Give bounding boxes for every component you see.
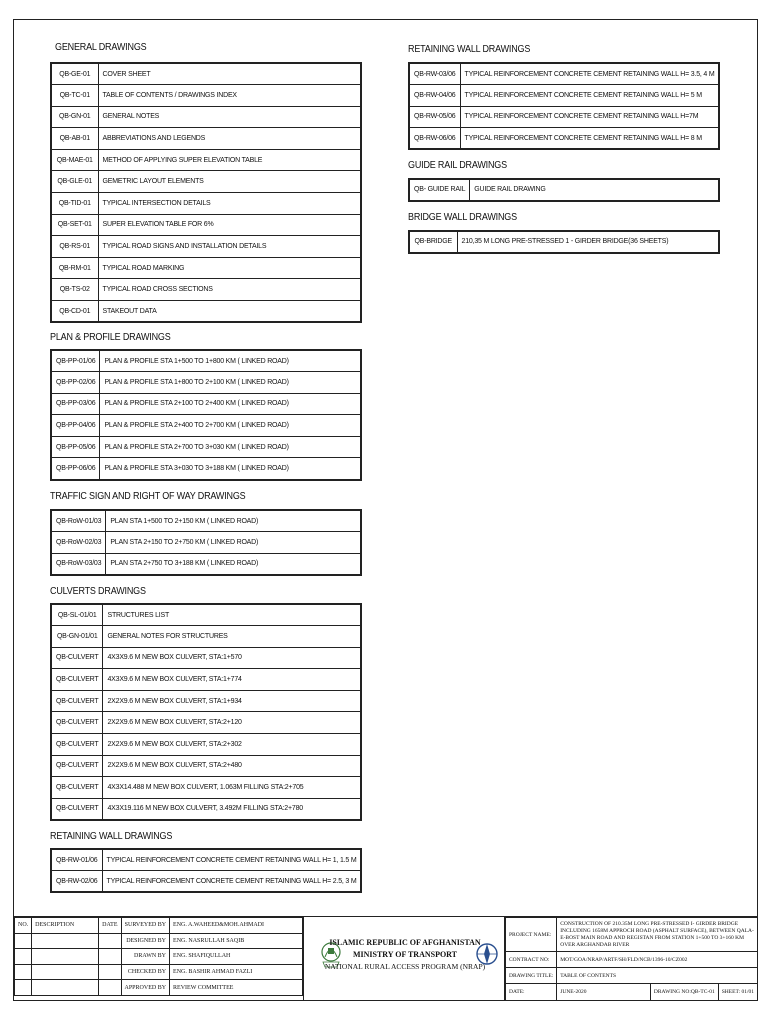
- drawing-code: QB-BRIDGE: [409, 231, 457, 253]
- drawing-code: QB-CULVERT: [51, 777, 103, 799]
- signoff-name: REVIEW COMMITTEE: [170, 980, 303, 996]
- revision-table: [14, 917, 303, 996]
- drawing-description: 2X2X9.6 M NEW BOX CULVERT, STA:1+934: [103, 690, 361, 712]
- rev-date: [99, 949, 121, 965]
- retaining-wall-table-left: [50, 848, 362, 893]
- table-row: [51, 777, 361, 799]
- date-value: JUNE-2020: [557, 984, 651, 1001]
- table-row: [409, 231, 719, 253]
- table-row: [51, 171, 361, 193]
- signoff-role: DESIGNED BY: [121, 933, 170, 949]
- drawing-code: QB-RoW-01/03: [51, 510, 106, 532]
- plan-profile-table: [50, 349, 362, 481]
- rev-no: [15, 964, 32, 980]
- signoff-name: ENG. NASRULLAH SAQIB: [170, 933, 303, 949]
- signoff-role: CHECKED BY: [121, 964, 170, 980]
- signoff-row: [15, 964, 303, 980]
- drawing-description: GENERAL NOTES: [98, 106, 361, 128]
- rev-no: [15, 980, 32, 996]
- drawing-description: PLAN & PROFILE STA 2+400 TO 2+700 KM ( LINKED ROAD): [100, 415, 361, 437]
- table-row: [51, 626, 361, 648]
- signoff-role: APPROVED BY: [121, 980, 170, 996]
- drawing-description: TYPICAL INTERSECTION DETAILS: [98, 193, 361, 215]
- drawing-code: QB-PP-06/06: [51, 458, 100, 480]
- section-title-guide-rail: GUIDE RAIL DRAWINGS: [408, 160, 507, 171]
- drawing-description: GUIDE RAIL DRAWING: [470, 179, 719, 201]
- drawing-code: QB-PP-02/06: [51, 372, 100, 394]
- drawing-description: 2X2X9.6 M NEW BOX CULVERT, STA:2+302: [103, 734, 361, 756]
- rev-no: NO.: [15, 918, 32, 934]
- drawing-description: TYPICAL REINFORCEMENT CONCRETE CEMENT RETAINING WALL H= 2.5, 3 M: [102, 871, 361, 893]
- drawing-code: QB-CULVERT: [51, 690, 103, 712]
- signoff-row: [15, 980, 303, 996]
- drawing-code: QB-RW-01/06: [51, 849, 102, 871]
- drawing-description: TYPICAL REINFORCEMENT CONCRETE CEMENT RETAINING WALL H= 5 M: [460, 85, 719, 107]
- signoff-name: ENG. SHAFIQULLAH: [170, 949, 303, 965]
- drawing-code: QB-TS-02: [51, 279, 98, 301]
- rev-description: [32, 933, 99, 949]
- table-row: [51, 149, 361, 171]
- drawing-description: GENERAL NOTES FOR STRUCTURES: [103, 626, 361, 648]
- table-row: [409, 179, 719, 201]
- drawing-code: QB-SL-01/01: [51, 604, 103, 626]
- drawing-code: QB-RW-04/06: [409, 85, 460, 107]
- table-row: [51, 436, 361, 458]
- table-row: [409, 63, 719, 85]
- drawing-description: STRUCTURES LIST: [103, 604, 361, 626]
- table-row: [51, 755, 361, 777]
- table-row: [51, 510, 361, 532]
- table-row: [51, 214, 361, 236]
- org-program: NATIONAL RURAL ACCESS PROGRAM (NRAP): [324, 962, 486, 971]
- drawing-description: PLAN STA 2+750 TO 3+188 KM ( LINKED ROAD): [106, 553, 361, 575]
- drawing-description: 2X2X9.6 M NEW BOX CULVERT, STA:2+120: [103, 712, 361, 734]
- drawing-code: QB-RW-05/06: [409, 106, 460, 128]
- rev-no: [15, 949, 32, 965]
- signoff-name: ENG. BASHIR AHMAD FAZLI: [170, 964, 303, 980]
- rev-description: [32, 964, 99, 980]
- signoff-row: [15, 918, 303, 934]
- drawing-number: DRAWING NO:QB-TC-01: [650, 984, 718, 1001]
- drawing-description: TYPICAL ROAD CROSS SECTIONS: [98, 279, 361, 301]
- drawing-code: QB-GE-01: [51, 63, 98, 85]
- table-row: [51, 350, 361, 372]
- table-row: [51, 532, 361, 554]
- contract-value: MOT/GOA/NRAP/ARTF/SH/FLD/NCB/1396-10/CZ002: [557, 952, 758, 968]
- drawing-description: TYPICAL ROAD MARKING: [98, 257, 361, 279]
- rev-no: [15, 933, 32, 949]
- drawing-description: GEMETRIC LAYOUT ELEMENTS: [98, 171, 361, 193]
- drawing-title-label: DRAWING TITLE:: [506, 968, 557, 984]
- project-name-value: CONSTRUCTION OF 210.35M LONG PRE-STRESSED I- GIRDER BRIDGE INCLUDING 1658M APPROCH ROAD (ASPHALT SURFACE), BETWEEN QALA-E-BOST MAIN ROAD AND REGISTAN FROM STATION 1+500 TO 3+160 KM OVER ARGHANDAB RIVER: [557, 918, 758, 952]
- title-block: [14, 916, 758, 1000]
- section-title-retaining-left: RETAINING WALL DRAWINGS: [50, 831, 173, 842]
- rev-date: [99, 980, 121, 996]
- drawing-code: QB-CULVERT: [51, 669, 103, 691]
- section-title-culverts: CULVERTS DRAWINGS: [50, 586, 146, 597]
- drawing-code: QB-RM-01: [51, 257, 98, 279]
- drawing-description: PLAN STA 2+150 TO 2+750 KM ( LINKED ROAD): [106, 532, 361, 554]
- drawing-description: PLAN & PROFILE STA 2+700 TO 3+030 KM ( LINKED ROAD): [100, 436, 361, 458]
- drawing-code: QB-RW-02/06: [51, 871, 102, 893]
- drawing-code: QB-GLE-01: [51, 171, 98, 193]
- table-row: [51, 236, 361, 258]
- signoff-role: DRAWN BY: [121, 949, 170, 965]
- table-row: [409, 128, 719, 150]
- drawing-code: QB- GUIDE RAIL: [409, 179, 470, 201]
- drawing-code: QB-CULVERT: [51, 798, 103, 820]
- table-row: [409, 106, 719, 128]
- table-row: [51, 553, 361, 575]
- general-drawings-table: [50, 62, 362, 323]
- drawing-description: 4X3X14.488 M NEW BOX CULVERT, 1.063M FILLING STA:2+705: [103, 777, 361, 799]
- drawing-code: QB-RW-06/06: [409, 128, 460, 150]
- drawing-description: PLAN & PROFILE STA 3+030 TO 3+188 KM ( LINKED ROAD): [100, 458, 361, 480]
- drawing-code: QB-CULVERT: [51, 712, 103, 734]
- rev-description: [32, 980, 99, 996]
- drawing-code: QB-AB-01: [51, 128, 98, 150]
- table-row: [51, 712, 361, 734]
- project-name-label: PROJECT NAME:: [506, 918, 557, 952]
- section-title-traffic: TRAFFIC SIGN AND RIGHT OF WAY DRAWINGS: [50, 491, 246, 502]
- drawing-description: TYPICAL REINFORCEMENT CONCRETE CEMENT RETAINING WALL H= 3.5, 4 M: [460, 63, 719, 85]
- table-row: [51, 604, 361, 626]
- contract-label: CONTRACT NO:: [506, 952, 557, 968]
- section-title-general: GENERAL DRAWINGS: [55, 42, 147, 53]
- table-row: [51, 849, 361, 871]
- table-row: [51, 128, 361, 150]
- table-row: [51, 690, 361, 712]
- drawing-description: PLAN & PROFILE STA 1+800 TO 2+100 KM ( LINKED ROAD): [100, 372, 361, 394]
- drawing-description: PLAN & PROFILE STA 2+100 TO 2+400 KM ( LINKED ROAD): [100, 393, 361, 415]
- table-row: [51, 734, 361, 756]
- drawing-code: QB-CULVERT: [51, 647, 103, 669]
- drawing-description: 210,35 M LONG PRE-STRESSED 1 - GIRDER BRIDGE(36 SHEETS): [457, 231, 719, 253]
- drawing-code: QB-CD-01: [51, 301, 98, 323]
- drawing-description: TABLE OF CONTENTS / DRAWINGS INDEX: [98, 85, 361, 107]
- drawing-description: 4X3X19.116 M NEW BOX CULVERT, 3.492M FILLING STA:2+780: [103, 798, 361, 820]
- table-row: [51, 647, 361, 669]
- table-row: [51, 669, 361, 691]
- date-label: DATE:: [506, 984, 557, 1001]
- drawing-title-value: TABLE OF CONTENTS: [557, 968, 758, 984]
- signoff-name: ENG. A.WAHEED&MOH.AHMADI: [170, 918, 303, 934]
- rev-date: DATE: [99, 918, 121, 934]
- drawing-description: TYPICAL REINFORCEMENT CONCRETE CEMENT RETAINING WALL H=7M: [460, 106, 719, 128]
- drawing-code: QB-RoW-02/03: [51, 532, 106, 554]
- table-row: [51, 257, 361, 279]
- drawing-code: QB-MAE-01: [51, 149, 98, 171]
- drawing-description: 2X2X9.6 M NEW BOX CULVERT, STA:2+480: [103, 755, 361, 777]
- traffic-sign-table: [50, 509, 362, 576]
- drawing-code: QB-CULVERT: [51, 755, 103, 777]
- guide-rail-table: [408, 178, 720, 202]
- table-row: [51, 106, 361, 128]
- table-row: [51, 193, 361, 215]
- signoff-role: SURVEYED BY: [121, 918, 170, 934]
- retaining-wall-table-right: [408, 62, 720, 150]
- drawing-description: PLAN & PROFILE STA 1+500 TO 1+800 KM ( LINKED ROAD): [100, 350, 361, 372]
- table-row: [51, 63, 361, 85]
- table-row: [51, 301, 361, 323]
- section-title-retaining-right: RETAINING WALL DRAWINGS: [408, 44, 531, 55]
- sheet-number: SHEET: 01/01: [718, 984, 757, 1001]
- drawing-description: COVER SHEET: [98, 63, 361, 85]
- table-row: [51, 458, 361, 480]
- drawing-code: QB-TC-01: [51, 85, 98, 107]
- drawing-description: TYPICAL REINFORCEMENT CONCRETE CEMENT RETAINING WALL H= 8 M: [460, 128, 719, 150]
- table-row: [51, 871, 361, 893]
- section-title-bridge: BRIDGE WALL DRAWINGS: [408, 212, 517, 223]
- table-row: [51, 85, 361, 107]
- culverts-table: [50, 603, 362, 821]
- table-row: [51, 279, 361, 301]
- rev-description: [32, 949, 99, 965]
- project-info-table: [505, 917, 758, 1001]
- drawing-code: QB-PP-01/06: [51, 350, 100, 372]
- drawing-code: QB-RS-01: [51, 236, 98, 258]
- section-title-plan-profile: PLAN & PROFILE DRAWINGS: [50, 332, 171, 343]
- nrap-logo-icon: [476, 939, 498, 969]
- drawing-code: QB-PP-05/06: [51, 436, 100, 458]
- drawing-code: QB-SET-01: [51, 214, 98, 236]
- drawing-code: QB-GN-01/01: [51, 626, 103, 648]
- drawing-description: 4X3X9.6 M NEW BOX CULVERT, STA:1+570: [103, 647, 361, 669]
- table-row: [51, 415, 361, 437]
- drawing-description: TYPICAL REINFORCEMENT CONCRETE CEMENT RETAINING WALL H= 1, 1.5 M: [102, 849, 361, 871]
- table-row: [51, 393, 361, 415]
- drawing-description: METHOD OF APPLYING SUPER ELEVATION TABLE: [98, 149, 361, 171]
- drawing-description: PLAN STA 1+500 TO 2+150 KM ( LINKED ROAD): [106, 510, 361, 532]
- drawing-code: QB-CULVERT: [51, 734, 103, 756]
- drawing-description: 4X3X9.6 M NEW BOX CULVERT, STA:1+774: [103, 669, 361, 691]
- table-row: [409, 85, 719, 107]
- drawing-code: QB-GN-01: [51, 106, 98, 128]
- drawing-description: TYPICAL ROAD SIGNS AND INSTALLATION DETAILS: [98, 236, 361, 258]
- rev-date: [99, 964, 121, 980]
- rev-date: [99, 933, 121, 949]
- drawing-code: QB-TID-01: [51, 193, 98, 215]
- drawing-description: ABBREVIATIONS AND LEGENDS: [98, 128, 361, 150]
- org-country: ISLAMIC REPUBLIC OF AFGHANISTAN: [329, 938, 481, 947]
- organization-block: [303, 917, 505, 1001]
- drawing-description: STAKEOUT DATA: [98, 301, 361, 323]
- signoff-row: [15, 933, 303, 949]
- signoff-row: [15, 949, 303, 965]
- drawing-code: QB-PP-04/06: [51, 415, 100, 437]
- drawing-code: QB-RoW-03/03: [51, 553, 106, 575]
- org-ministry: MINISTRY OF TRANSPORT: [352, 950, 458, 959]
- drawing-code: QB-RW-03/06: [409, 63, 460, 85]
- drawing-code: QB-PP-03/06: [51, 393, 100, 415]
- table-row: [51, 798, 361, 820]
- bridge-table: [408, 230, 720, 254]
- rev-description: DESCRIPTION: [32, 918, 99, 934]
- table-row: [51, 372, 361, 394]
- drawing-description: SUPER ELEVATION TABLE FOR 6%: [98, 214, 361, 236]
